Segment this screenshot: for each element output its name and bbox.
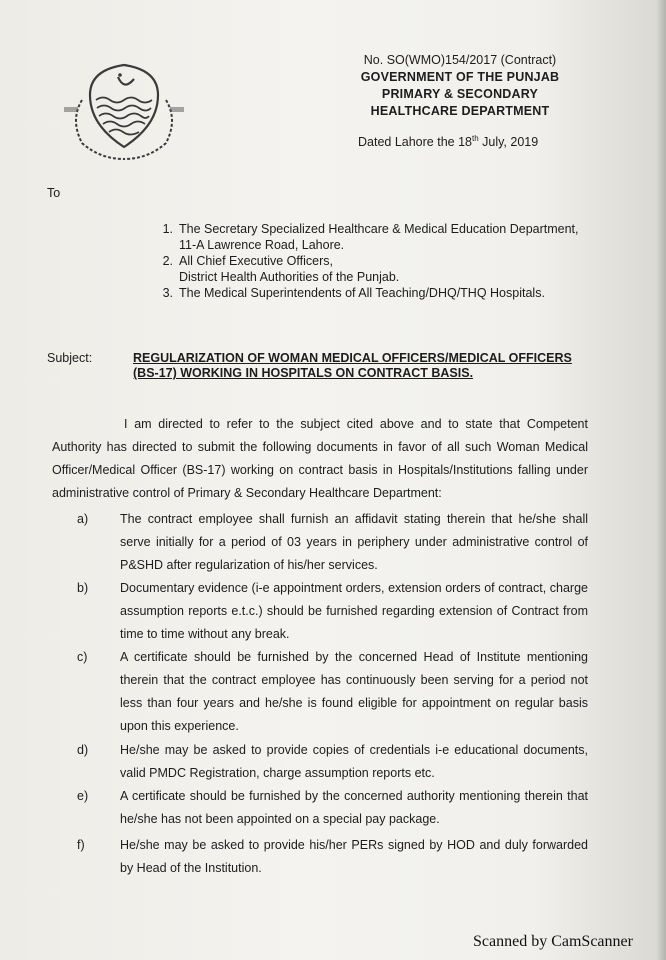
body-paragraph xyxy=(52,413,588,505)
recipient-line: 11-A Lawrence Road, Lahore. xyxy=(179,238,345,252)
list-item-label: e) xyxy=(77,789,89,803)
list-item xyxy=(52,834,588,880)
letter-header xyxy=(340,52,580,120)
dated-superscript: th xyxy=(471,134,479,143)
list-item-text: He/she may be asked to provide copies of credentials i-e educational documents, valid PMDC Registration, charge assumption reports etc. xyxy=(120,743,588,780)
recipients-list xyxy=(146,221,579,301)
dated-suffix: July, 2019 xyxy=(478,135,539,150)
recipient-line: The Secretary Specialized Healthcare & Medical Education Department, xyxy=(179,222,579,236)
recipient-line: All Chief Executive Officers, xyxy=(179,254,333,268)
list-item-label: a) xyxy=(77,512,89,526)
header-line-3: HEALTHCARE DEPARTMENT xyxy=(370,104,550,118)
recipient-line: The Medical Superintendents of All Teaching/DHQ/THQ Hospitals. xyxy=(179,286,545,300)
list-item-label: c) xyxy=(77,650,88,664)
header-line-2: PRIMARY & SECONDARY xyxy=(381,87,539,101)
list-item xyxy=(52,577,588,646)
list-item xyxy=(52,785,588,831)
list-item-label: d) xyxy=(77,743,89,757)
list-item-label: f) xyxy=(77,838,85,852)
list-item-label: b) xyxy=(77,581,89,595)
list-item xyxy=(52,646,588,738)
dated-line xyxy=(358,134,538,149)
recipient-item xyxy=(146,253,579,285)
recipient-number: 2. xyxy=(162,254,173,268)
reference-number: No. SO(WMO)154/2017 (Contract) xyxy=(363,53,557,67)
recipient-item xyxy=(146,221,579,253)
dated-prefix: Dated Lahore the 18 xyxy=(358,135,472,150)
list-item-text: He/she may be asked to provide his/her PERs signed by HOD and duly forwarded by Head of the Institution. xyxy=(120,838,588,875)
recipient-line: District Health Authorities of the Punjab. xyxy=(179,270,400,284)
recipient-number: 3. xyxy=(162,286,173,300)
list-item-text: The contract employee shall furnish an affidavit stating therein that he/she shall serve initially for a period of 03 years in periphery under administrative control of P&SHD after regularization of his/her services. xyxy=(120,512,588,572)
to-label: To xyxy=(47,186,61,200)
list-item-text: A certificate should be furnished by the concerned Head of Institute mentioning therein that the contract employee has continuously been serving for a period not less than four years and he/she is found eligible for appointment on regular basis upon this experience. xyxy=(120,650,588,733)
list-item xyxy=(52,508,588,577)
recipient-item xyxy=(146,285,579,301)
scanner-watermark: Scanned by CamScanner xyxy=(473,933,633,950)
header-line-1: GOVERNMENT OF THE PUNJAB xyxy=(360,70,560,84)
subject-text: REGULARIZATION OF WOMAN MEDICAL OFFICERS/MEDICAL OFFICERS (BS-17) WORKING IN HOSPITALS ON CONTRACT BASIS. xyxy=(133,351,572,380)
body-paragraph-text: I am directed to refer to the subject cited above and to state that Competent Authority has directed to submit the following documents in favor of all such Woman Medical Officer/Medical Officer (BS-17) working on contract basis in Hospitals/Institutions falling under administrative control of Primary & Secondary Healthcare Department: xyxy=(52,417,588,500)
page-edge-shadow xyxy=(656,0,666,960)
list-item xyxy=(52,739,588,785)
punjab-government-emblem xyxy=(60,55,188,165)
recipient-number: 1. xyxy=(162,222,173,236)
subject-label: Subject: xyxy=(47,351,93,365)
list-item-text: Documentary evidence (i-e appointment orders, extension orders of contract, charge assumption reports e.t.c.) should be furnished regarding extension of Contract from time to time without any break. xyxy=(120,581,588,641)
list-item-text: A certificate should be furnished by the concerned authority mentioning therein that he/she has not been appointed on a special pay package. xyxy=(120,789,588,826)
